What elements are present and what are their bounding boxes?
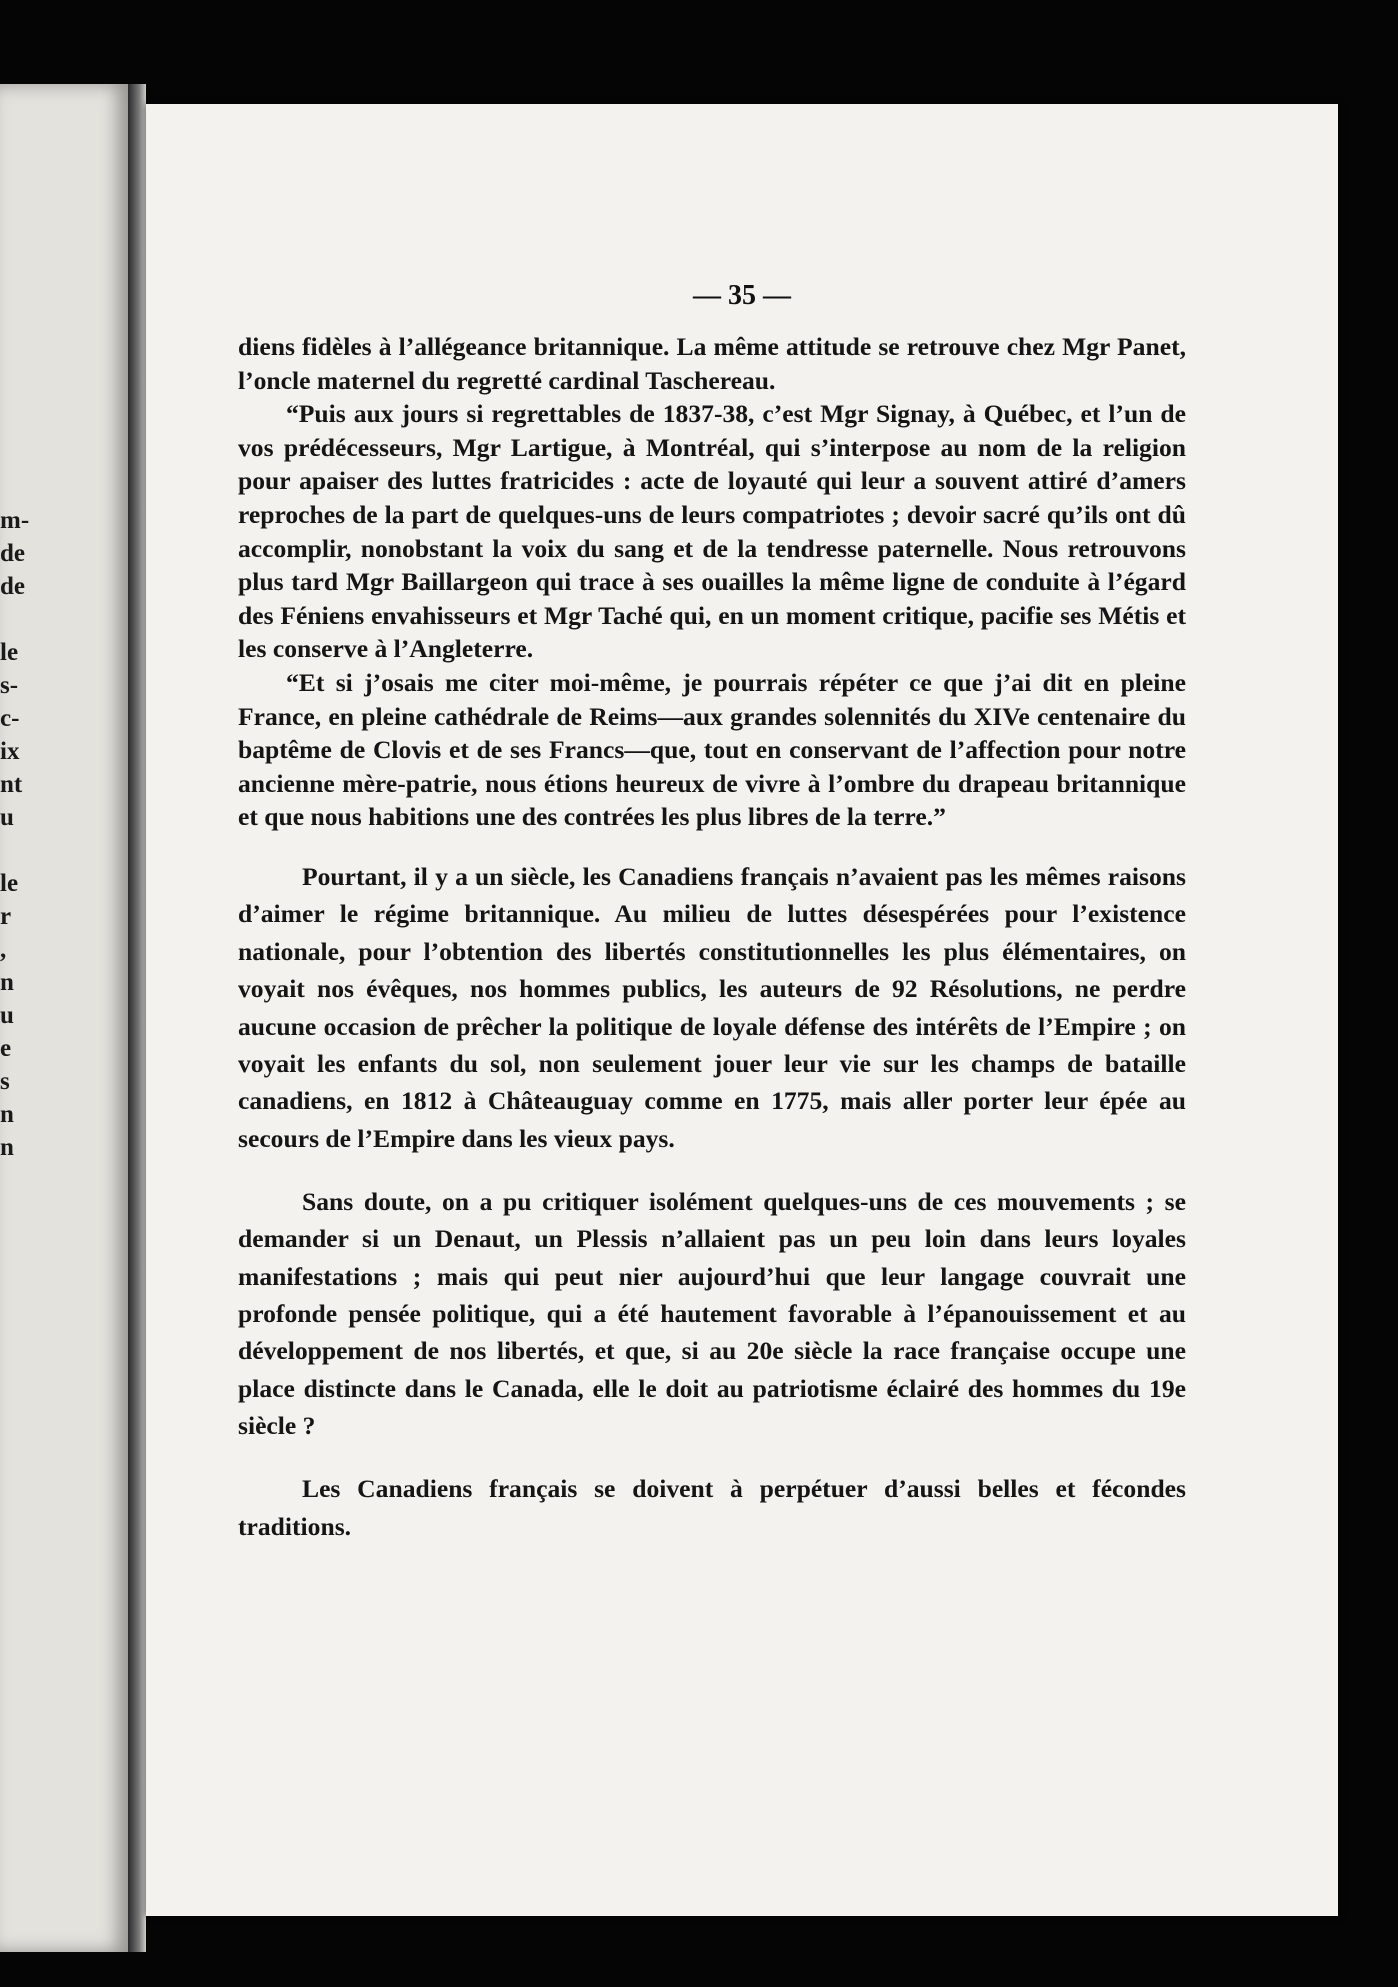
paragraph: Sans doute, on a pu critiquer isolément quelques-uns de ces mouvements ; se demander si un Denaut, un Plessis n’allaient pas un peu loin dans leurs loyales manifestations ; mais qui peut nier aujourd’hui que leur langage couvrait une profonde pensée politique, qui a été hautement favorable à l’épanouissement et au développement de nos libertés, et que, si au 20e siècle la race française occupe une place distincte dans le Canada, elle le doit au patriotisme éclairé des hommes du 19e siècle ? <box>238 1186 1186 1441</box>
paragraph: diens fidèles à l’allégeance britannique. La même attitude se retrouve chez Mgr Panet, l’oncle maternel du regretté cardinal Taschereau. <box>238 332 1186 395</box>
paragraph: “Et si j’osais me citer moi-même, je pourrais répéter ce que j’ai dit en pleine France, en pleine cathédrale de Reims—aux grandes solennités du XIVe centenaire du baptême de Clovis et de ses Francs—que, tout en conservant de l’affection pour notre ancienne mère-patrie, nous étions heureux de vivre à l’ombre du drapeau britannique et que nous habitions une des contrées les plus libres de la terre.” <box>238 667 1186 832</box>
fragment: de <box>0 540 25 567</box>
paragraph: Pourtant, il y a un siècle, les Canadiens français n’avaient pas les mêmes raisons d’aimer le régime britannique. Au milieu de luttes désespérées pour l’existence nationale, pour l’obtention des libertés constitutionnelles les plus élémentaires, on voyait nos évêques, nos hommes publics, les auteurs de 92 Résolutions, ne perdre aucune occasion de prêcher la politique de loyale défense des intérêts de l’Empire ; on voyait les enfants du sol, non seulement jouer leur vie sur les champs de bataille canadiens, en 1812 à Châteauguay comme en 1775, mais aller porter leur épée au secours de l’Empire dans les vieux pays. <box>238 861 1186 1153</box>
fragment: e <box>0 1035 12 1062</box>
fragment: m- <box>0 507 30 534</box>
paragraph: “Puis aux jours si regrettables de 1837-38, c’est Mgr Signay, à Québec, et l’un de vos prédécesseurs, Mgr Lartigue, à Montréal, qui s’interpose au nom de la religion pour apaiser des luttes fratricides : acte de loyauté qui leur a souvent attiré d’amers reproches de la part de quelques-uns de leurs compatriotes ; devoir sacré qu’ils ont dû accomplir, nonobstant la voix du sang et de la tendresse paternelle. Nous retrouvons plus tard Mgr Baillargeon qui trace à ses ouailles la même ligne de conduite à l’égard des Féniens envahisseurs et Mgr Taché qui, en un moment critique, pacifie ses Métis et les conserve à l’Angleterre. <box>238 399 1186 664</box>
fragment <box>0 834 60 867</box>
fragment: c- <box>0 705 20 732</box>
fragment <box>0 603 60 636</box>
paragraph: Les Canadiens français se doivent à perpétuer d’aussi belles et fécondes traditions. <box>238 1474 1186 1541</box>
fragment: le <box>0 870 19 897</box>
fragment: n <box>0 1134 14 1161</box>
left-page-text-fragments <box>0 504 60 1164</box>
fragment: s- <box>0 672 19 699</box>
fragment: de <box>0 573 25 600</box>
book-gutter <box>128 84 146 1952</box>
fragment: nt <box>0 771 23 798</box>
fragment: r <box>0 903 12 930</box>
fragment: n <box>0 1101 14 1128</box>
fragment: s <box>0 1068 10 1095</box>
page-body <box>238 330 1186 1571</box>
fragment: n <box>0 969 14 996</box>
fragment: ix <box>0 738 20 765</box>
right-page <box>146 104 1338 1916</box>
fragment: , <box>0 936 7 963</box>
fragment: u <box>0 804 14 831</box>
left-page <box>0 84 128 1952</box>
fragment: u <box>0 1002 14 1029</box>
page-number: — 35 — <box>693 280 791 311</box>
fragment: le <box>0 639 19 666</box>
